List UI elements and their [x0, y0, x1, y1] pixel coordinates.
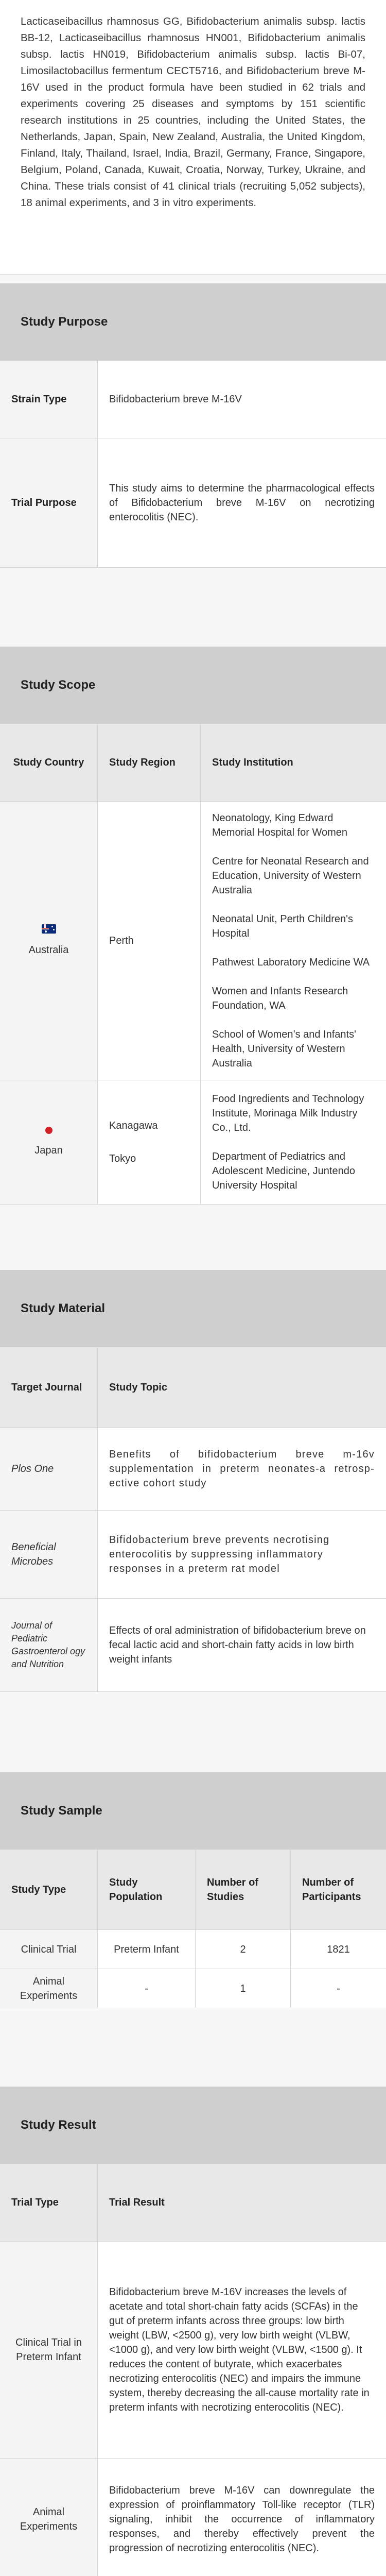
table-row	[0, 1511, 386, 1599]
table-header-row	[0, 1347, 386, 1428]
section-title: Study Result	[21, 2118, 96, 2132]
studies-count-cell: 2	[196, 1930, 291, 1969]
participants-count-cell: -	[291, 1969, 386, 2008]
institution-name: Women and Infants Research Foundation, WA	[212, 986, 348, 1011]
japan-flag-icon	[45, 1127, 52, 1134]
region-cell	[98, 1080, 201, 1204]
institution-name: Food Ingredients and Technology Institute, Morinaga Milk Industry Co., Ltd.	[212, 1093, 364, 1133]
studies-count-cell: 1	[196, 1969, 291, 2008]
topic-cell: Bifidobacterium breve prevents necrotising enterocolitis by suppressing inflammatory responses in a preterm rat model	[98, 1511, 386, 1598]
country-cell	[0, 802, 98, 1080]
trial-result-cell: Bifidobacterium breve M-16V increases the levels of acetate and total short-chain fatty acids (SCFAs) in the gut of preterm infants across three groups: low birth weight (LBW, <2500 g), very low birth weight (VLBW, <1000 g), and very low birth weight (VLBW, <1500 g). It reduces the content of butyrate, which exacerbates necrotizing enterocolitis (NEC) and impairs the immune system, thereby decreasing the all-cause mortality rate in preterm infants with necrotizing enterocolitis (NEC).	[98, 2242, 386, 2458]
table-row	[0, 438, 386, 568]
section-title: Study Sample	[21, 1804, 102, 1818]
topic-cell: Benefits of bifidobacterium breve m-16v supplementation in preterm neonates-a retrosp-ective cohort study	[98, 1428, 386, 1510]
study-scope-header	[0, 647, 386, 724]
table-header-row	[0, 724, 386, 802]
section-title: Study Material	[21, 1301, 106, 1315]
region-name: Tokyo	[109, 1153, 136, 1164]
region-cell: Perth	[98, 802, 201, 1080]
intro-text: Lacticaseibacillus rhamnosus GG, Bifidobacterium animalis subsp. lactis BB-12, Lacticaseibacillus rhamnosus HN001, Bifidobacterium animalis subsp. lactis HN019, Bifidobacterium animalis subsp. lactis Bi-07, Limosilactobacillus fermentum CECT5716, and Bifidobacterium breve M-16V used in the product formula have been studied in 62 trials and experiments covering 25 diseases and symptoms by 151 scientific research institutions in 25 countries, including the United States, the Netherlands, Japan, Spain, New Zealand, Australia, the United Kingdom, Finland, Italy, Thailand, Israel, India, Brazil, Germany, France, Singapore, Belgium, Poland, Canada, Kuwait, Croatia, Norway, Turkey, Ukraine, and China. These trials consist of 41 clinical trials (recruiting 5,052 subjects), 18 animal experiments, and 3 in vitro experiments.	[21, 15, 365, 209]
study-sample-header	[0, 1772, 386, 1850]
trial-type-cell: Clinical Trial in Preterm Infant	[0, 2242, 98, 2458]
institution-cell	[201, 1080, 386, 1204]
australia-flag-icon	[42, 924, 56, 934]
study-sample-table	[0, 1850, 386, 2008]
column-header: Number of Studies	[196, 1850, 291, 1929]
section-title: Study Scope	[21, 678, 96, 692]
trial-type-cell: Animal Experiments	[0, 2459, 98, 2576]
table-row-australia	[0, 802, 386, 1080]
table-header-row	[0, 1850, 386, 1930]
table-row	[0, 1969, 386, 2008]
journal-cell: Plos One	[0, 1428, 98, 1510]
study-type-cell: Clinical Trial	[0, 1930, 98, 1969]
study-scope-table	[0, 724, 386, 1205]
study-material-header	[0, 1270, 386, 1347]
institution-name: School of Women’s and Infants' Health, University of Western Australia	[212, 1029, 356, 1069]
study-purpose-header	[0, 283, 386, 361]
table-row	[0, 2242, 386, 2459]
study-result-table	[0, 2164, 386, 2576]
study-result-header	[0, 2087, 386, 2164]
strain-type-label: Strain Type	[0, 361, 98, 438]
column-header: Number of Participants	[302, 1876, 361, 1903]
table-row	[0, 1428, 386, 1511]
column-header: Study Region	[98, 724, 201, 801]
journal-cell: Journal of Pediatric Gastroenterol ogy and Nutrition	[0, 1599, 98, 1691]
table-header-row	[0, 2164, 386, 2242]
study-material-table	[0, 1347, 386, 1692]
journal-cell: Beneficial Microbes	[0, 1511, 98, 1598]
table-row	[0, 1930, 386, 1969]
study-type-cell: Animal Experiments	[0, 1969, 98, 2008]
population-cell: Preterm Infant	[98, 1930, 196, 1969]
column-header: Study Topic	[109, 1381, 167, 1393]
country-name: Japan	[34, 1145, 63, 1156]
intro-panel	[0, 0, 386, 275]
trial-result-cell: Bifidobacterium breve M-16V can downregulate the expression of proinflammatory Toll-like receptor (TLR) signaling, inhibit the occurrence of inflammatory responses, and thereby effectively prevent the progression of necrotizing enterocolitis (NEC).	[98, 2459, 386, 2576]
participants-count-cell: 1821	[291, 1930, 386, 1969]
institution-name: Department of Pediatrics and Adolescent Medicine, Juntendo University Hospital	[212, 1151, 355, 1191]
table-row	[0, 361, 386, 438]
topic-cell: Effects of oral administration of bifidobacterium breve on fecal lactic acid and short-chain fatty acids in low birth weight infants	[98, 1599, 386, 1691]
population-cell: -	[98, 1969, 196, 2008]
column-header: Trial Type	[0, 2164, 98, 2241]
trial-purpose-value: This study aims to determine the pharmacological effects of Bifidobacterium breve M-16V on necrotizing enterocolitis (NEC).	[98, 438, 386, 567]
column-header: Study Type	[0, 1850, 98, 1929]
country-cell	[0, 1080, 98, 1204]
column-header: Study Population	[98, 1850, 196, 1929]
column-header: Trial Result	[109, 2197, 165, 2208]
country-name: Australia	[28, 944, 69, 956]
column-header: Target Journal	[0, 1347, 98, 1427]
institution-name: Neonatal Unit, Perth Children's Hospital	[212, 913, 353, 939]
table-row	[0, 1599, 386, 1692]
institution-cell	[201, 802, 386, 1080]
institution-name: Neonatology, King Edward Memorial Hospital for Women	[212, 812, 348, 838]
strain-type-value: Bifidobacterium breve M-16V	[98, 361, 386, 438]
institution-name: Pathwest Laboratory Medicine WA	[212, 957, 370, 968]
institution-name: Centre for Neonatal Research and Education, University of Western Australia	[212, 856, 369, 896]
region-name: Kanagawa	[109, 1120, 158, 1131]
study-purpose-table	[0, 361, 386, 568]
section-title: Study Purpose	[21, 315, 108, 329]
column-header: Study Institution	[212, 757, 293, 768]
table-row-japan	[0, 1080, 386, 1205]
table-row	[0, 2459, 386, 2576]
trial-purpose-label: Trial Purpose	[0, 438, 98, 567]
column-header: Study Country	[0, 724, 98, 801]
